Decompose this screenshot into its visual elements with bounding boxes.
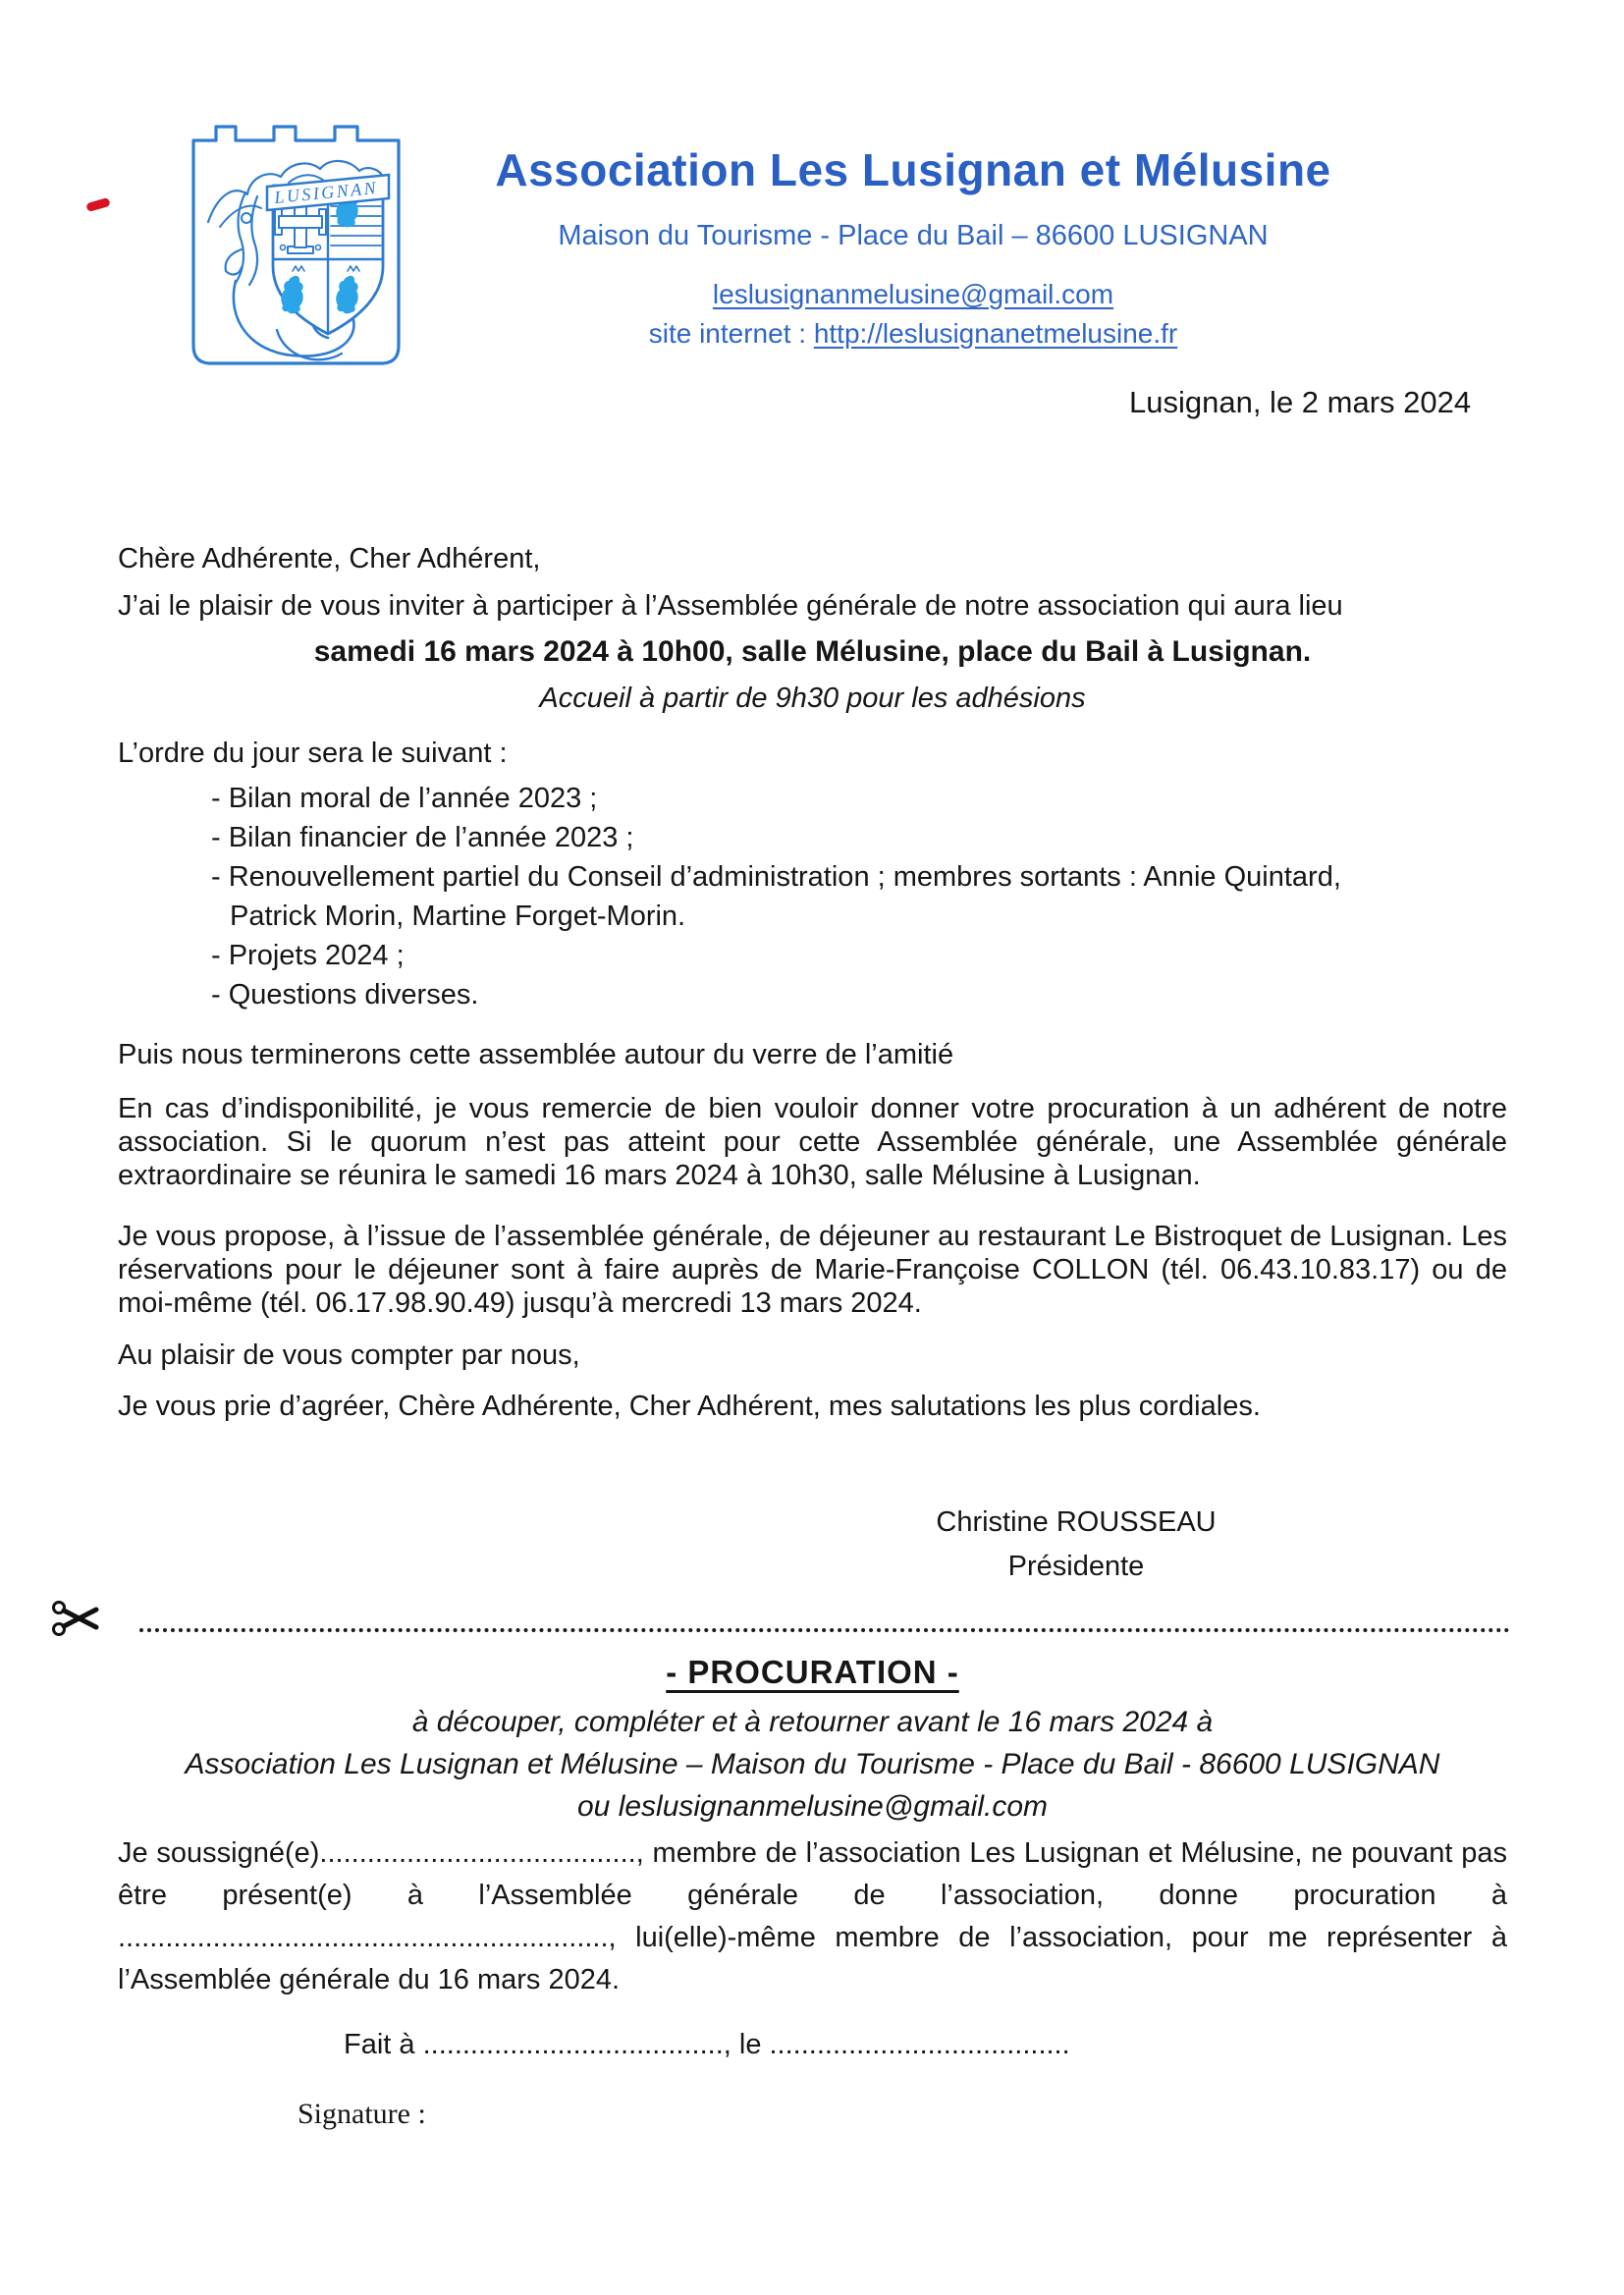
signature-label: Signature : bbox=[298, 2098, 426, 2130]
agenda-item: - Bilan financier de l’année 2023 ; bbox=[211, 822, 634, 853]
closing-drink-line: Puis nous terminerons cette assemblée autour du verre de l’amitié bbox=[118, 1039, 954, 1070]
president-name: Christine ROUSSEAU bbox=[936, 1506, 1217, 1538]
agenda-item: - Renouvellement partiel du Conseil d’administration ; membres sortants : Annie Quintard, bbox=[211, 861, 1341, 893]
procuration-body: Je soussigné(e)........................................, membre de l’association Les Lusignan et Mélusine, ne pouvant pas être présent(e) à l’Assemblée générale de l’association, donne procuration à .............................................................., lui(elle)-même membre de l’association, pour me représenter à l’Assemblée générale du 16 mars 2024. bbox=[118, 1837, 1507, 1995]
intro-paragraph: J’ai le plaisir de vous inviter à participer à l’Assemblée générale de notre association qui aura lieu bbox=[118, 590, 1343, 622]
red-ink-mark bbox=[85, 197, 111, 212]
scissors-icon bbox=[51, 1597, 100, 1640]
agenda-item: - Questions diverses. bbox=[211, 979, 479, 1011]
salutation: Chère Adhérente, Cher Adhérent, bbox=[118, 543, 541, 574]
event-date-line: samedi 16 mars 2024 à 10h00, salle Mélusine, place du Bail à Lusignan. bbox=[313, 635, 1312, 668]
dateline: Lusignan, le 2 mars 2024 bbox=[1129, 385, 1472, 419]
agenda-item: - Projets 2024 ; bbox=[211, 940, 405, 971]
website-label: site internet : bbox=[648, 318, 814, 349]
procuration-sub2: Association Les Lusignan et Mélusine – Maison du Tourisme - Place du Bail - 86600 LUSIGNAN bbox=[185, 1748, 1440, 1780]
agenda-item-continuation: Patrick Morin, Martine Forget-Morin. bbox=[230, 901, 686, 932]
letterhead bbox=[422, 143, 1404, 350]
agenda-item: - Bilan moral de l’année 2023 ; bbox=[211, 783, 598, 814]
org-address: Maison du Tourisme - Place du Bail – 86600 LUSIGNAN bbox=[558, 220, 1269, 251]
procuration-sub1: à découper, compléter et à retourner avant le 16 mars 2024 à bbox=[411, 1706, 1214, 1738]
closing-line-2: Je vous prie d’agréer, Chère Adhérente, Cher Adhérent, mes salutations les plus cordiales. bbox=[118, 1391, 1261, 1422]
logo-banner-text: LUSIGNAN bbox=[273, 177, 379, 207]
dotted-cut-line bbox=[139, 1628, 1510, 1632]
closing-line-1: Au plaisir de vous compter par nous, bbox=[118, 1339, 580, 1371]
lusignan-crest-icon bbox=[189, 124, 409, 381]
president-title: Présidente bbox=[1007, 1551, 1145, 1582]
signature-block bbox=[831, 1501, 1322, 1589]
place-date-fill-line: Fait à ......................................, le ...................................... bbox=[344, 2029, 1070, 2060]
association-logo bbox=[189, 124, 409, 381]
procuration-subtitle bbox=[118, 1701, 1507, 1828]
lunch-notice-paragraph: Je vous propose, à l’issue de l’assemblée générale, de déjeuner au restaurant Le Bistroquet de Lusignan. Les réservations pour le déjeuner sont à faire auprès de Marie-Françoise COLLON (tél. 06.43.10.83.17) ou de moi-même (tél. 06.17.98.90.49) jusqu’à mercredi 13 mars 2024. bbox=[118, 1221, 1507, 1319]
page-title: Association Les Lusignan et Mélusine bbox=[495, 144, 1331, 195]
procuration-sub3: ou leslusignanmelusine@gmail.com bbox=[576, 1790, 1049, 1823]
agenda-title: L’ordre du jour sera le suivant : bbox=[118, 738, 508, 769]
website-link[interactable]: http://leslusignanetmelusine.fr bbox=[813, 318, 1178, 349]
procuration-heading: - PROCURATION - bbox=[666, 1654, 959, 1690]
agenda-list bbox=[118, 779, 1507, 1014]
proxy-notice-paragraph: En cas d’indisponibilité, je vous remercie de bien vouloir donner votre procuration à un adhérent de notre association. Si le quorum n’est pas atteint pour cette Assemblée générale, une Assemblée générale extraordinaire se réunira le samedi 16 mars 2024 à 10h30, salle Mélusine à Lusignan. bbox=[118, 1093, 1507, 1191]
welcome-line: Accueil à partir de 9h30 pour les adhésions bbox=[539, 683, 1086, 714]
email-link[interactable]: leslusignanmelusine@gmail.com bbox=[712, 279, 1114, 309]
